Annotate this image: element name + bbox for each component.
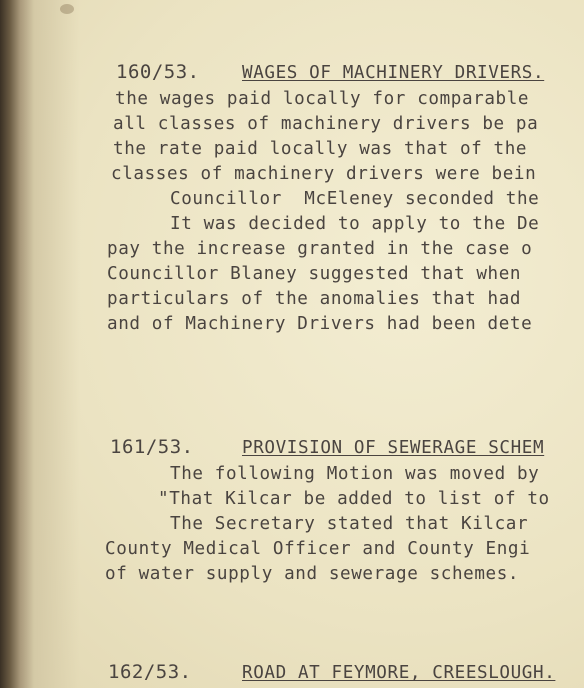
text-line: and of Machinery Drivers had been dete — [107, 314, 533, 334]
minute-number: 161/53. — [110, 436, 194, 458]
text-line: of water supply and sewerage schemes. — [105, 564, 520, 584]
book-binding-shadow — [0, 0, 80, 688]
minute-title: WAGES OF MACHINERY DRIVERS. — [242, 63, 545, 83]
text-line: the wages paid locally for comparable — [115, 89, 530, 109]
text-line: pay the increase granted in the case o — [107, 239, 533, 259]
text-line: "That Kilcar be added to list of to — [158, 489, 550, 509]
text-line: It was decided to apply to the De — [170, 214, 540, 234]
minute-title: ROAD AT FEYMORE, CREESLOUGH. — [242, 663, 556, 683]
text-line: the rate paid locally was that of the — [113, 139, 528, 159]
minute-number: 160/53. — [116, 61, 200, 83]
text-line: all classes of machinery drivers be pa — [113, 114, 539, 134]
text-line: classes of machinery drivers were bein — [111, 164, 537, 184]
text-line: particulars of the anomalies that had — [107, 289, 522, 309]
minute-number: 162/53. — [108, 661, 192, 683]
paper-stain — [60, 4, 74, 14]
text-line: Councillor Blaney suggested that when — [107, 264, 522, 284]
text-line: County Medical Officer and County Engi — [105, 539, 531, 559]
text-line: The following Motion was moved by — [170, 464, 540, 484]
text-line: Councillor McEleney seconded the — [170, 189, 540, 209]
minute-title: PROVISION OF SEWERAGE SCHEM — [242, 438, 545, 458]
text-line: The Secretary stated that Kilcar — [170, 514, 529, 534]
